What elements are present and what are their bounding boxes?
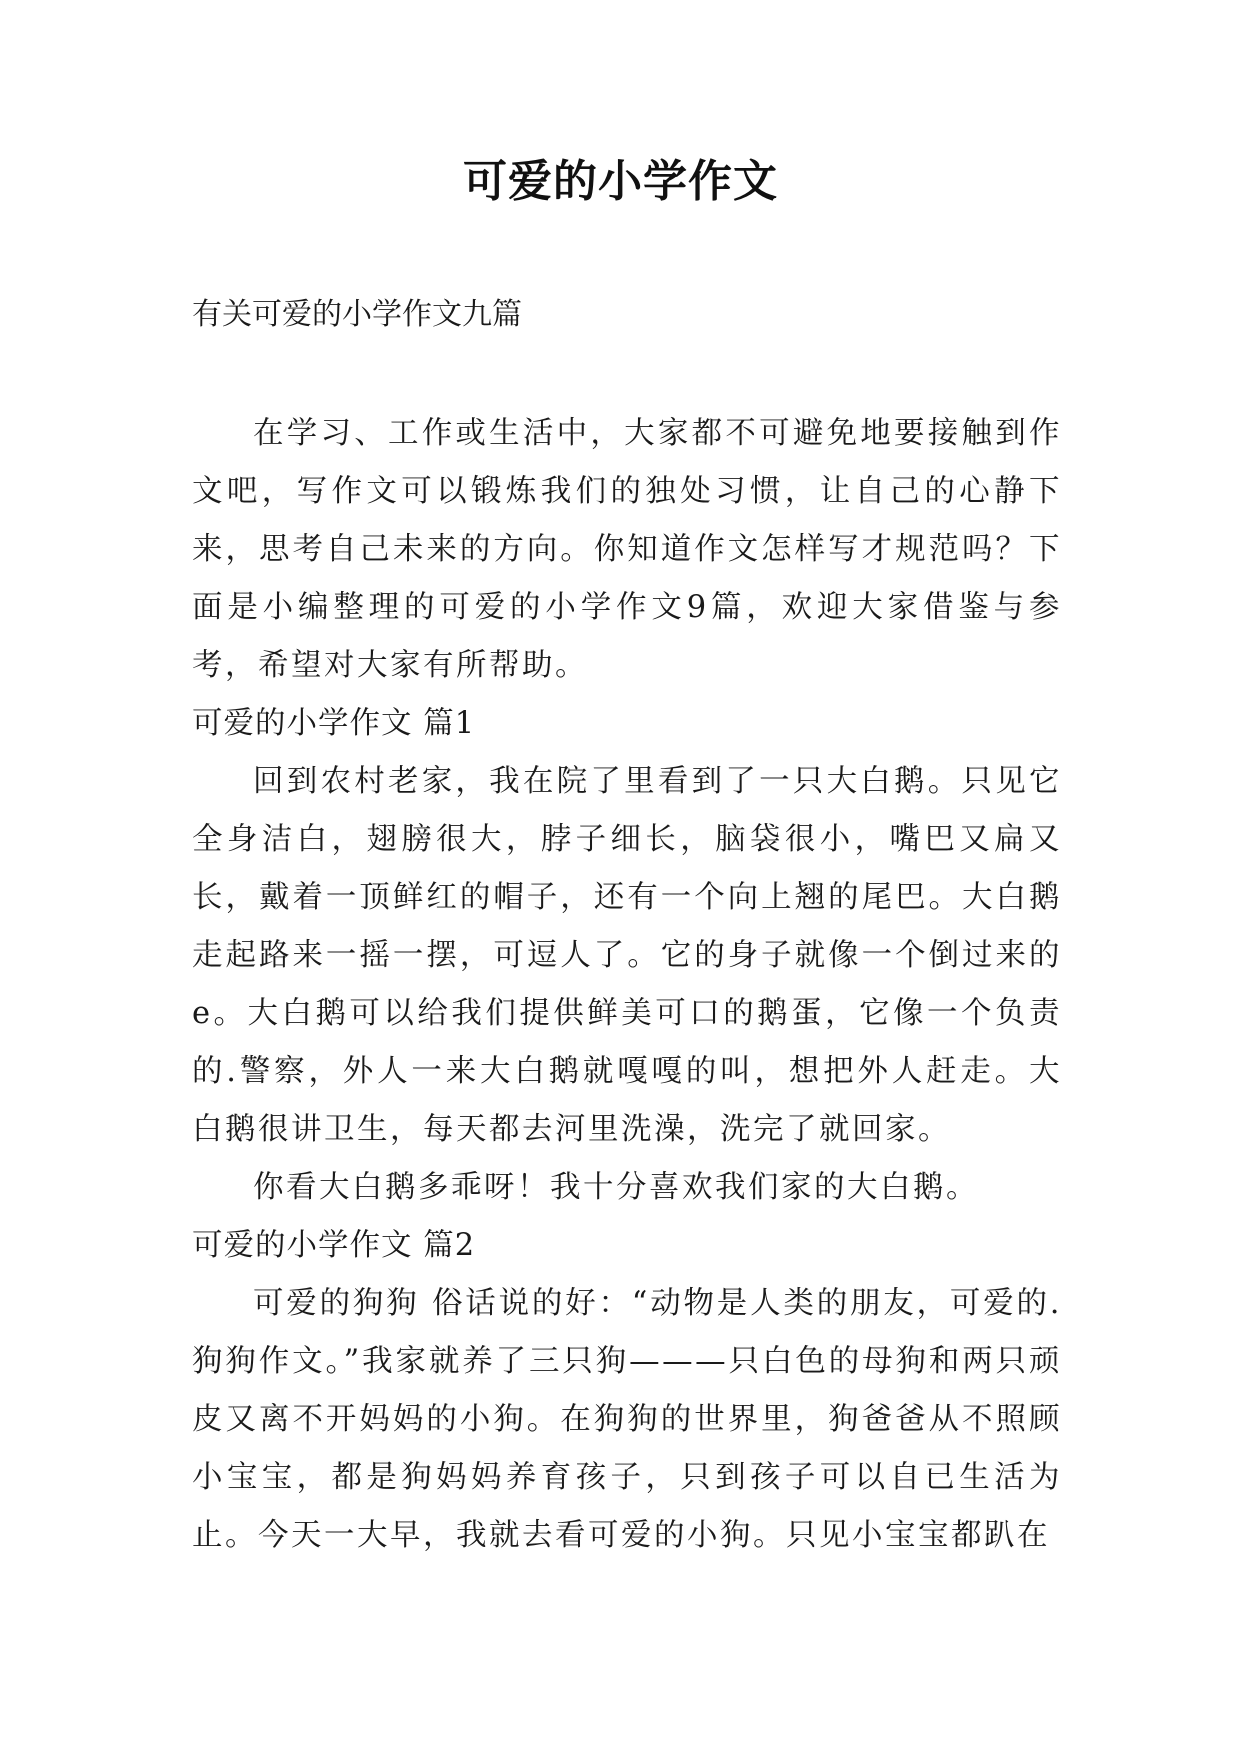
essay-2-heading: 可爱的小学作文 篇2: [192, 1228, 476, 1263]
document-title: 可爱的小学作文: [463, 156, 778, 207]
essay-1-paragraph: 回到农村老家，我在院了里看到了一只大白鹅。只见它全身洁白，翅膀很大，脖子细长，脑袋很小，嘴巴又扁又长，戴着一顶鲜红的帽子，还有一个向上翘的尾巴。大白鹅走起路来一摇一摆，可逗人了。它的身子就像一个倒过来的e。大白鹅可以给我们提供鲜美可口的鹅蛋，它像一个负责的.警察，外人一来大白鹅就嘎嘎的叫，想把外人赶走。大白鹅很讲卫生，每天都去河里洗澡，洗完了就回家。: [192, 764, 1062, 1147]
essay-1-heading: 可爱的小学作文 篇1: [192, 706, 476, 741]
intro-paragraph: 在学习、工作或生活中，大家都不可避免地要接触到作文吧，写作文可以锻炼我们的独处习惯，让自己的心静下来，思考自己未来的方向。你知道作文怎样写才规范吗？下面是小编整理的可爱的小学作文9篇，欢迎大家借鉴与参考，希望对大家有所帮助。: [192, 416, 1062, 683]
document-subtitle: 有关可爱的小学作文九篇: [192, 297, 522, 332]
essay-1-closing-paragraph: 你看大白鹅多乖呀！我十分喜欢我们家的大白鹅。: [253, 1170, 979, 1205]
essay-2-paragraph: 可爱的狗狗 俗话说的好：“动物是人类的朋友，可爱的.狗狗作文。”我家就养了三只狗———只白色的母狗和两只顽皮又离不开妈妈的小狗。在狗狗的世界里，狗爸爸从不照顾小宝宝，都是狗妈妈养育孩子，只到孩子可以自已生活为止。今天一大早，我就去看可爱的小狗。只见小宝宝都趴在: [192, 1286, 1062, 1553]
document-body: [192, 405, 1062, 1565]
